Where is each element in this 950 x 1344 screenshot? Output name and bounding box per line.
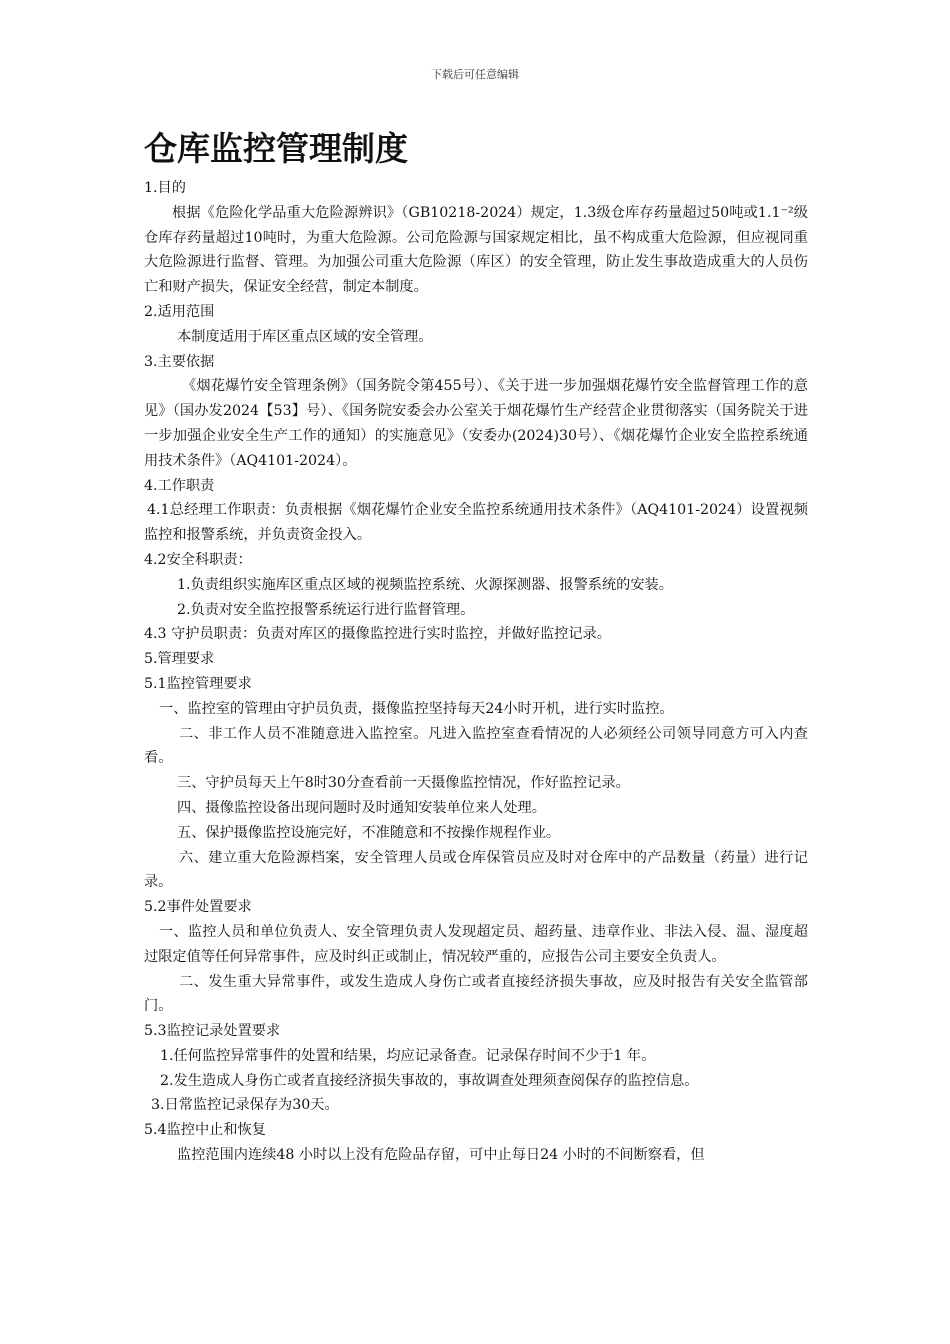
section-heading: 1.目的: [144, 180, 186, 196]
section-heading: 4.工作职责: [144, 477, 215, 494]
list-item: 六、建立重大危险源档案，安全管理人员或仓库保管员应及时对仓库中的产品数量（药量）进行记录。: [144, 849, 808, 891]
section-heading: 5.管理要求: [144, 651, 215, 668]
paragraph: 监控范围内连续48 小时以上没有危险品存留，可中止每日24 小时的不间断察看，但: [177, 1147, 705, 1164]
list-item: 一、监控室的管理由守护员负责，摄像监控坚持每天24小时开机，进行实时监控。: [159, 700, 674, 717]
page-header: 下载后可任意编辑: [431, 68, 519, 81]
paragraph: 4.3 守护员职责：负责对库区的摄像监控进行实时监控，并做好监控记录。: [144, 626, 611, 643]
subsection-heading: 5.4监控中止和恢复: [144, 1122, 266, 1139]
paragraph: 《烟花爆竹安全管理条例》（国务院令第455号）、《关于进一步加强烟花爆竹安全监督管理工作的意见》（国办发2024【53】号）、《国务院安委会办公室关于烟花爆竹生产经营企业贯彻落实（国务院关于进一步加强企业安全生产工作的通知）的实施意见》（安委办(2024)30号）、《烟花爆竹企业安全监控系统通用技术条件》（AQ4101-2024）。: [144, 378, 808, 469]
subsection-heading: 5.1监控管理要求: [144, 675, 252, 692]
list-item: 2.发生造成人身伤亡或者直接经济损失事故的，事故调查处理须查阅保存的监控信息。: [160, 1072, 699, 1089]
list-item: 二、发生重大异常事件，或发生造成人身伤亡或者直接经济损失事故，应及时报告有关安全监管部门。: [144, 973, 808, 1015]
paragraph: 4.1总经理工作职责：负责根据《烟花爆竹企业安全监控系统通用技术条件》（AQ4101-2024）设置视频监控和报警系统，并负责资金投入。: [144, 502, 808, 544]
list-item: 2.负责对安全监控报警系统运行进行监督管理。: [177, 601, 475, 618]
subsection-heading: 4.2安全科职责：: [144, 551, 252, 568]
section-heading: 3.主要依据: [144, 353, 215, 370]
list-item: 1.任何监控异常事件的处置和结果，均应记录备查。记录保存时间不少于1 年。: [160, 1047, 656, 1064]
subsection-heading: 5.2事件处置要求: [144, 899, 252, 916]
paragraph: 根据《危险化学品重大危险源辨识》（GB10218-2024）规定，1.3级仓库存药量超过50吨或1.1⁻²级仓库存药量超过10吨时，为重大危险源。公司危险源与国家规定相比，虽不构成重大危险源，但应视同重大危险源进行监督、管理。为加强公司重大危险源（库区）的安全管理，防止发生事故造成重大的人员伤亡和财产损失，保证安全经营，制定本制度。: [144, 204, 808, 296]
list-item: 二、非工作人员不准随意进入监控室。凡进入监控室查看情况的人必须经公司领导同意方可入内查看。: [144, 725, 808, 767]
subsection-heading: 5.3监控记录处置要求: [144, 1023, 281, 1040]
list-item: 3.日常监控记录保存为30天。: [151, 1097, 339, 1114]
document-body: [144, 126, 808, 1168]
list-item: 1.负责组织实施库区重点区域的视频监控系统、火源探测器、报警系统的安装。: [177, 576, 673, 593]
paragraph: 本制度适用于库区重点区域的安全管理。: [177, 328, 433, 345]
list-item: 三、守护员每天上午8时30分查看前一天摄像监控情况，作好监控记录。: [177, 775, 630, 792]
list-item: 四、摄像监控设备出现问题时及时通知安装单位来人处理。: [177, 799, 546, 816]
section-heading: 2.适用范围: [144, 303, 215, 320]
list-item: 五、保护摄像监控设施完好，不准随意和不按操作规程作业。: [177, 824, 561, 841]
document-title: 仓库监控管理制度: [144, 129, 408, 168]
list-item: 一、监控人员和单位负责人、安全管理负责人发现超定员、超药量、违章作业、非法入侵、温、湿度超过限定值等任何异常事件，应及时纠正或制止，情况较严重的，应报告公司主要安全负责人。: [144, 923, 808, 965]
